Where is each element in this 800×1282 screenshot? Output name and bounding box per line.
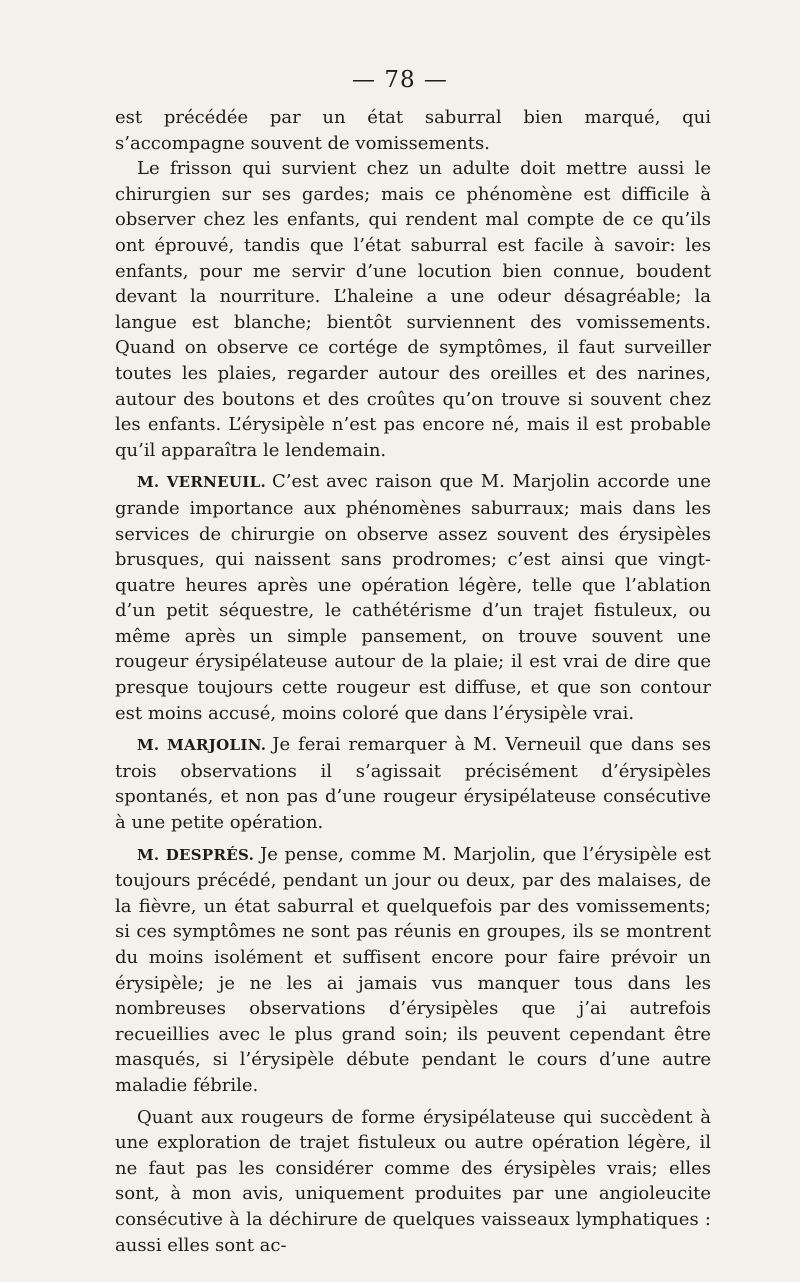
paragraph-4-text: Je ferai remarquer à M. Verneuil que dans ses trois observations il s’agissait précisément d’érysipèles spontanés, et non pas d’une rougeur érysipélateuse consécutive à une petite opération.	[115, 734, 712, 834]
speaker-verneuil: M. VERNEUIL.	[137, 473, 266, 492]
paragraph-2: Le frisson qui survient chez un adulte doit mettre aussi le chirurgien sur ses gardes; mais ce phénomène est difficile à observer chez les enfants, qui rendent mal compte de ce qu’ils ont éprouvé, tandis que l’état saburral est facile à savoir: les enfants, pour me servir d’une locution bien connue, boudent devant la nourriture. L’haleine a une odeur désagréable; la langue est blanche; bientôt surviennent des vomissements. Quand on observe ce cortége de symptômes, il faut surveiller toutes les plaies, regarder autour des oreilles et des narines, autour des boutons et des croûtes qu’on trouve si souvent chez les enfants. L’érysipèle n’est pas encore né, mais il est probable qu’il apparaîtra le lendemain.	[115, 158, 711, 461]
paragraph-5-text: Je pense, comme M. Marjolin, que l’érysipèle est toujours précédé, pendant un jour ou deux, par des malaises, de la fièvre, un état saburral et quelquefois par des vomissements; si ces symptômes ne sont pas réunis en groupes, ils se montrent du moins isolément et suffisent encore pour faire prévoir un érysipèle; je ne les ai jamais vus manquer tous dans les nombreuses observations d’érysipèles que j’ai autrefois recueillies avec le plus grand soin; ils peuvent cependant être masqués, si l’érysipèle débute pendant le cours d’une autre maladie fébrile.	[115, 843, 711, 1096]
paragraph-6: Quant aux rougeurs de forme érysipélateuse qui succèdent à une exploration de trajet fistuleux ou autre opération légère, il ne faut pas les considérer comme des érysipèles vrais; elles sont, à mon avis, uniquement produites par une angioleucite consécutive à la déchirure de quelques vaisseaux lymphatiques : aussi elles sont ac-	[115, 1106, 711, 1256]
speaker-despres: M. DESPRÉS.	[137, 845, 255, 864]
speaker-marjolin: M. MARJOLIN.	[137, 736, 267, 755]
paragraph-3-text: C’est avec raison que M. Marjolin accorde une grande importance aux phénomènes saburraux; mais dans les services de chirurgie on observe assez souvent des érysipèles brusques, qui naissent sans prodromes; c’est ainsi que vingt-quatre heures après une opération légère, telle que l’ablation d’un petit séquestre, le cathétérisme d’un trajet fistuleux, ou même après un simple pansement, on trouve souvent une rougeur érysipélateuse autour de la plaie; il est vrai de dire que presque toujours cette rougeur est diffuse, et que son contour est moins accusé, moins coloré que dans l’érysipèle vrai.	[115, 471, 711, 724]
page-number: — 78 —	[352, 67, 448, 93]
page-body	[115, 105, 711, 1258]
paragraph-4	[115, 732, 711, 835]
paragraph-5	[115, 842, 711, 1099]
paragraph-1: est précédée par un état saburral bien marqué, qui s’accompagne souvent de vomissements.	[115, 107, 711, 154]
paragraph-3	[115, 469, 711, 726]
